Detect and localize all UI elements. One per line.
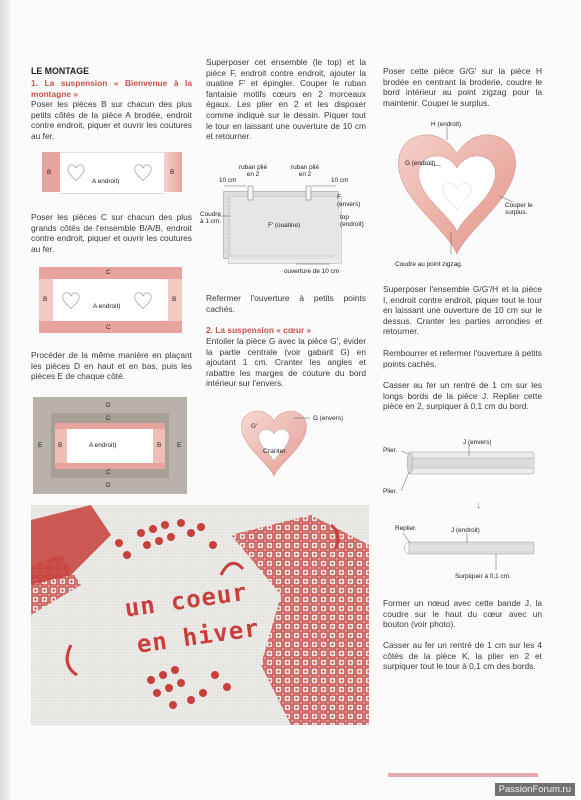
label-c-bottom: C [106,324,111,331]
col3-paragraph-6: Casser au fer un rentré de 1 cm sur les 4 côtés de la pièce K, la plier en 2 et surpiquer tout le tour à 0,1 cm des bords. [383,640,542,672]
label-e-left: E [38,442,43,449]
label-plier-bottom: Plier. [383,488,398,495]
cross-stitch-pattern [31,505,369,725]
label-coudre-zigzag: Coudre au point zigzag. [395,261,463,268]
label-c-top: C [106,415,111,422]
label-h-endroit: H (endroit) [431,121,462,128]
photo-embroidery [31,505,369,725]
label-b-right: B [172,296,177,303]
col3-paragraph-1: Poser cette pièce G/G' sur la pièce H brodée en centrant la broderie, coudre le bord intérieur au point zigzag pour la maintenir. Couper le surplus. [383,66,542,108]
label-a: A endroit) [89,442,117,449]
label-b-left: B [47,169,52,176]
label-b-right: B [170,169,175,176]
label-f-envers: F (envers) [337,194,361,208]
col2-paragraph-1: Superposer cet ensemble (le top) et la pièce F, endroit contre endroit, ajouter la ouatine F' et épingler. Couper le ruban fantaisie motifs cœurs en 2 morceaux égaux. Les plier en 2 et les disposer comme indiqué sur le dessin. Piquer tout le tour en laissant une ouverture de 10 cm et retourner. [206,57,366,142]
figure-assembly-full-top [33,397,187,494]
col1-paragraph-2: Poser les pièces C sur chacun des plus grands côtés de l'ensemble B/A/B, endroit contre endroit, piquer et ouvrir les coutures au fer. [31,212,192,254]
label-a: A endroit) [93,303,121,310]
photo-text-line1: un coeur [123,577,250,623]
step1-title: 1. La suspension « Bienvenue à la montagne » [31,78,192,99]
photo-text-line2: en hiver [135,613,262,659]
col3-paragraph-5: Former un nœud avec cette bande J, la coudre sur le haut du cœur avec un bouton (voir photo). [383,598,542,630]
figure-sandwich-layers [200,164,364,284]
label-d-top: D [106,402,111,409]
label-surpiquer: Surpiquer à 0,1 cm. [455,573,511,580]
label-10cm-right: 10 cm [331,177,349,184]
heart-h-shape [389,114,544,274]
footer-color-bar [388,773,538,777]
heart-g-shape [234,406,364,486]
figure-heart-g [234,406,364,486]
page-binding-shadow [0,0,10,800]
heart-outlines [42,152,182,192]
figure-assembly-c-bab-c [39,267,182,333]
label-g-endroit: G (endroit) [405,160,436,167]
figure-band-j [383,430,543,590]
label-b-left: B [58,442,63,449]
band-j-drawing [383,430,543,590]
label-couper: Couper le surplus. [505,202,533,216]
svg-text:↓: ↓ [476,500,481,511]
label-g-prime: G' [251,423,258,430]
col3-paragraph-3: Rembourrer et refermer l'ouverture à petits points cachés. [383,348,542,369]
col1-paragraph-1: Poser les pièces B sur chacun des plus petits côtés de la pièce A brodée, endroit contre endroit, piquer et ouvrir les coutures au fer. [31,99,192,141]
label-e-right: E [177,442,182,449]
label-b-left: B [43,296,48,303]
label-c-top: C [106,269,111,276]
label-top-endroit: top (endroit) [340,214,364,228]
label-j-envers: J (envers) [463,439,492,446]
col2-paragraph-3: Entoiler la pièce G avec la pièce G', évider la partie centrale (voir gabarit G) en ajoutant 1 cm. Cranter les angles et rabattre les marges de couture du bord intérieur sur l'envers. [206,336,366,389]
label-j-endroit: J (endroit) [451,527,480,534]
label-f-ouatine: F' (ouatine) [268,222,301,229]
section-title: LE MONTAGE [31,66,89,76]
col3-paragraph-2: Superposer l'ensemble G/G'/H et la pièce I, endroit contre endroit, piquer tout le tour en laissant une ouverture de 10 cm sur le dessus. Cranter les parties arrondies et retourner. [383,284,542,337]
col1-paragraph-3: Procéder de la même manière en plaçant les pièces D en haut et en bas, puis les pièces E de chaque côté. [31,350,192,382]
step2-title: 2. La suspension « cœur » [206,325,312,335]
label-plier-top: Plier. [383,447,398,454]
watermark: PassionForum.ru [495,783,575,796]
col2-paragraph-2: Refermer l'ouverture à petits points cachés. [206,293,366,314]
label-d-bottom: D [106,482,111,489]
figure-heart-h [389,114,544,274]
label-coudre: Coudre à 1 cm. [200,211,221,225]
figure-assembly-b-a-b [42,152,182,192]
label-replier: Replier. [395,525,417,532]
label-ruban-left: ruban plié en 2 [238,164,268,178]
label-ouverture: ouverture de 10 cm [284,268,340,275]
label-a: A endroit) [92,178,120,185]
label-10cm-left: 10 cm [219,177,237,184]
label-c-bottom: C [106,469,111,476]
col3-paragraph-4: Casser au fer un rentré de 1 cm sur les longs bords de la pièce J. Replier cette pièce en 2, surpiquer à 0,1 cm du bord. [383,380,542,412]
label-g-envers: G (envers) [313,415,344,422]
label-b-right: B [157,442,162,449]
label-cranter: Cranter. [263,448,288,455]
label-ruban-right: ruban plié en 2 [290,164,320,178]
